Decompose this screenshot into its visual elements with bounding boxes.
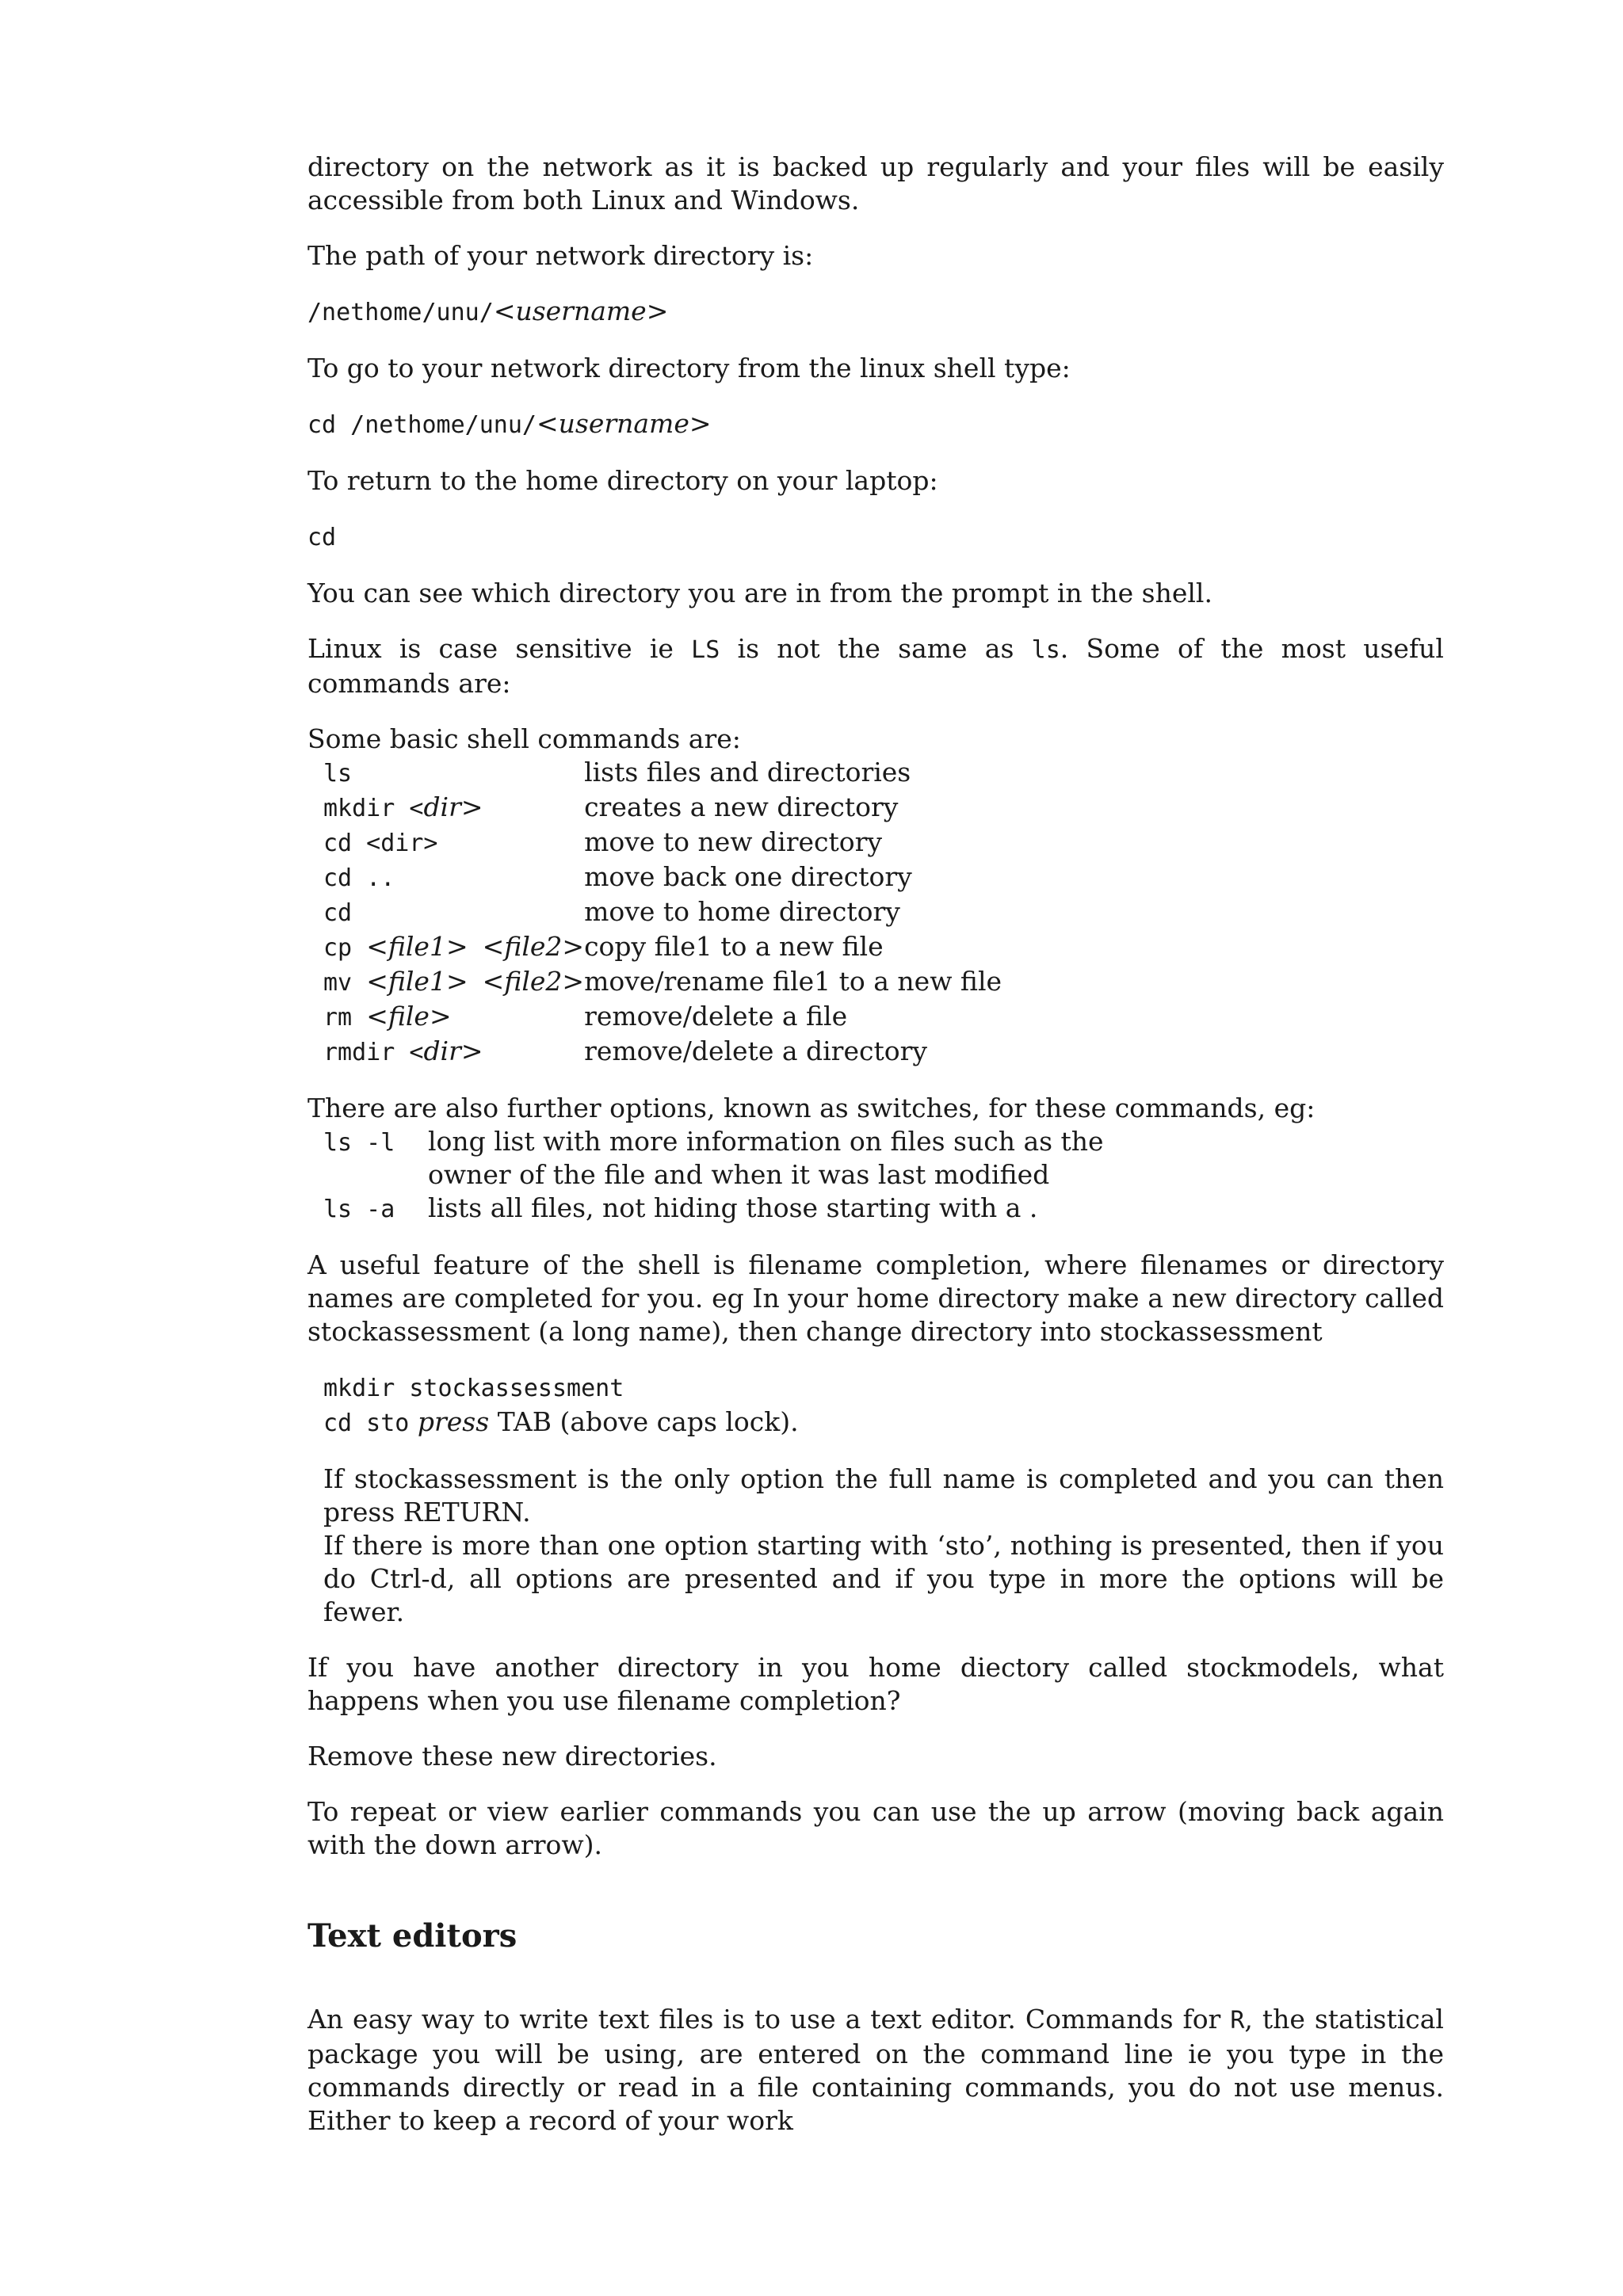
case-text-c: . Some of the most useful commands are: — [307, 633, 1444, 699]
r-name: R — [1230, 2007, 1245, 2035]
arg-dir: dir — [423, 1035, 461, 1066]
switch-description: long list with more information on files such as the — [428, 1126, 1104, 1157]
example-press: press — [417, 1406, 490, 1437]
command-row — [323, 826, 1002, 860]
completion-note-multiple: If there is more than one option starting with ‘sto’, nothing is presented, then if you do Ctrl-d, all options are presented and if you type in more the options will be fewer. — [323, 1530, 1444, 1627]
ls-lower: ls — [1031, 636, 1060, 664]
command-row — [323, 860, 1002, 895]
command-description: move/rename file1 to a new file — [584, 966, 1002, 997]
command-description: lists files and directories — [584, 757, 911, 788]
switch-row — [323, 1125, 1104, 1192]
command-row — [323, 1035, 1002, 1070]
arg-gt: > — [429, 1001, 452, 1032]
editors-text-a: An easy way to write text files is to use a text editor. Commands for — [307, 2004, 1231, 2035]
switch-command: ls -l — [323, 1129, 395, 1157]
command-description: copy file1 to a new file — [584, 931, 884, 962]
editors-text-b: , the statistical package you will be using, are entered on the command line ie you type in the commands directly or read in a file containing commands, you do not use menus. Either to keep a record of your work — [307, 2004, 1444, 2136]
arg-lt: < — [366, 966, 388, 997]
arg-lt: < — [366, 931, 388, 962]
command-name: cd .. — [323, 864, 395, 892]
section-heading: Text editors — [307, 1917, 517, 1955]
command-name: cp — [323, 934, 367, 962]
command-name: rm — [323, 1004, 367, 1032]
paragraph-path-intro: The path of your network directory is: — [307, 240, 814, 271]
arg-file1: file1 — [388, 931, 446, 962]
command-name: cd <dir> — [323, 830, 438, 857]
paragraph-case-sensitive — [307, 632, 1444, 700]
command-name: rmdir < — [323, 1039, 424, 1066]
arg-gt: > — [562, 966, 585, 997]
switches-intro: There are also further options, known as switches, for these commands, eg: — [307, 1093, 1316, 1123]
arg-gt: > — [445, 931, 468, 962]
command-row — [323, 895, 1002, 930]
paragraph-cd-intro: To go to your network directory from the linux shell type: — [307, 353, 1071, 383]
cd-path-lt: < — [536, 408, 559, 439]
arg-lt: < — [366, 1001, 388, 1032]
paragraph-up-arrow: To repeat or view earlier commands you can use the up arrow (moving back again with the down arrow). — [307, 1796, 1444, 1860]
command-description: creates a new directory — [584, 791, 899, 822]
arg-lt: < — [482, 966, 505, 997]
command-arg: dir — [423, 791, 461, 822]
command-arg-close: > — [460, 791, 483, 822]
switch-row — [323, 1192, 1104, 1226]
command-row — [323, 791, 1002, 826]
arg-gt: > — [445, 966, 468, 997]
cd-network-command — [307, 407, 1444, 442]
command-description: move back one directory — [584, 861, 912, 892]
paragraph-home-intro: To return to the home directory on your laptop: — [307, 465, 938, 496]
example-mkdir: mkdir stockassessment — [323, 1375, 624, 1402]
arg-gt: > — [562, 931, 585, 962]
command-row — [323, 930, 1002, 965]
commands-table — [323, 756, 1002, 1070]
example-cd: cd sto — [323, 1409, 410, 1437]
cd-command-text: cd — [307, 524, 337, 551]
command-description: remove/delete a file — [584, 1001, 848, 1032]
basic-commands-intro: Some basic shell commands are: — [307, 723, 741, 754]
arg-gt: > — [460, 1035, 483, 1066]
cd-path-gt: > — [689, 408, 712, 439]
arg-file2: file2 — [504, 931, 563, 962]
command-row — [323, 1000, 1002, 1035]
arg-lt: < — [482, 931, 505, 962]
completion-example — [323, 1371, 1444, 1440]
path-prefix: /nethome/unu/ — [307, 299, 494, 326]
command-row — [323, 756, 1002, 791]
command-description: move to new directory — [584, 826, 883, 857]
command-name: cd — [323, 899, 353, 927]
command-description: remove/delete a directory — [584, 1035, 928, 1066]
case-text-a: Linux is case sensitive ie — [307, 633, 692, 664]
paragraph-filename-completion: A useful feature of the shell is filename completion, where filenames or directory names are completed for you. eg In your home directory make a new directory called stockassessment (a long name), then change directory into stockassessment — [307, 1249, 1444, 1347]
paragraph-text-editors — [307, 2003, 1444, 2138]
completion-note-single: If stockassessment is the only option the full name is completed and you can then press RETURN. — [323, 1463, 1444, 1527]
command-name: mv — [323, 969, 367, 997]
path-username: username — [515, 296, 647, 326]
network-path — [307, 295, 1444, 330]
command-description: move to home directory — [584, 896, 900, 927]
command-name: mkdir < — [323, 795, 424, 822]
example-tab: TAB (above caps lock). — [497, 1406, 799, 1437]
paragraph-remove-dirs: Remove these new directories. — [307, 1741, 717, 1772]
arg-file2: file2 — [504, 966, 563, 997]
case-text-b: is not the same as — [720, 633, 1032, 664]
arg-file: file — [388, 1001, 430, 1032]
cd-home-command — [307, 520, 1444, 555]
switches-table — [323, 1125, 1104, 1226]
document-page — [307, 151, 1444, 2160]
arg-file1: file1 — [388, 966, 446, 997]
path-gt: > — [646, 296, 669, 326]
switch-description-cont: owner of the file and when it was last modified — [428, 1159, 1050, 1190]
paragraph-network-backup: directory on the network as it is backed up regularly and your files will be easily accessible from both Linux and Windows. — [307, 151, 1444, 215]
switch-description: lists all files, not hiding those starting with a . — [428, 1192, 1038, 1223]
completion-notes — [323, 1463, 1444, 1629]
path-lt: < — [493, 296, 516, 326]
command-row — [323, 965, 1002, 1000]
command-name: ls — [323, 760, 353, 788]
switch-command: ls -a — [323, 1196, 395, 1223]
paragraph-stockmodels-question: If you have another directory in you home diectory called stockmodels, what happens when you use filename completion? — [307, 1652, 1444, 1716]
ls-upper: LS — [691, 636, 720, 664]
cd-path-username: username — [558, 408, 689, 439]
paragraph-prompt: You can see which directory you are in from the prompt in the shell. — [307, 578, 1212, 608]
cd-path-prefix: cd /nethome/unu/ — [307, 411, 537, 439]
